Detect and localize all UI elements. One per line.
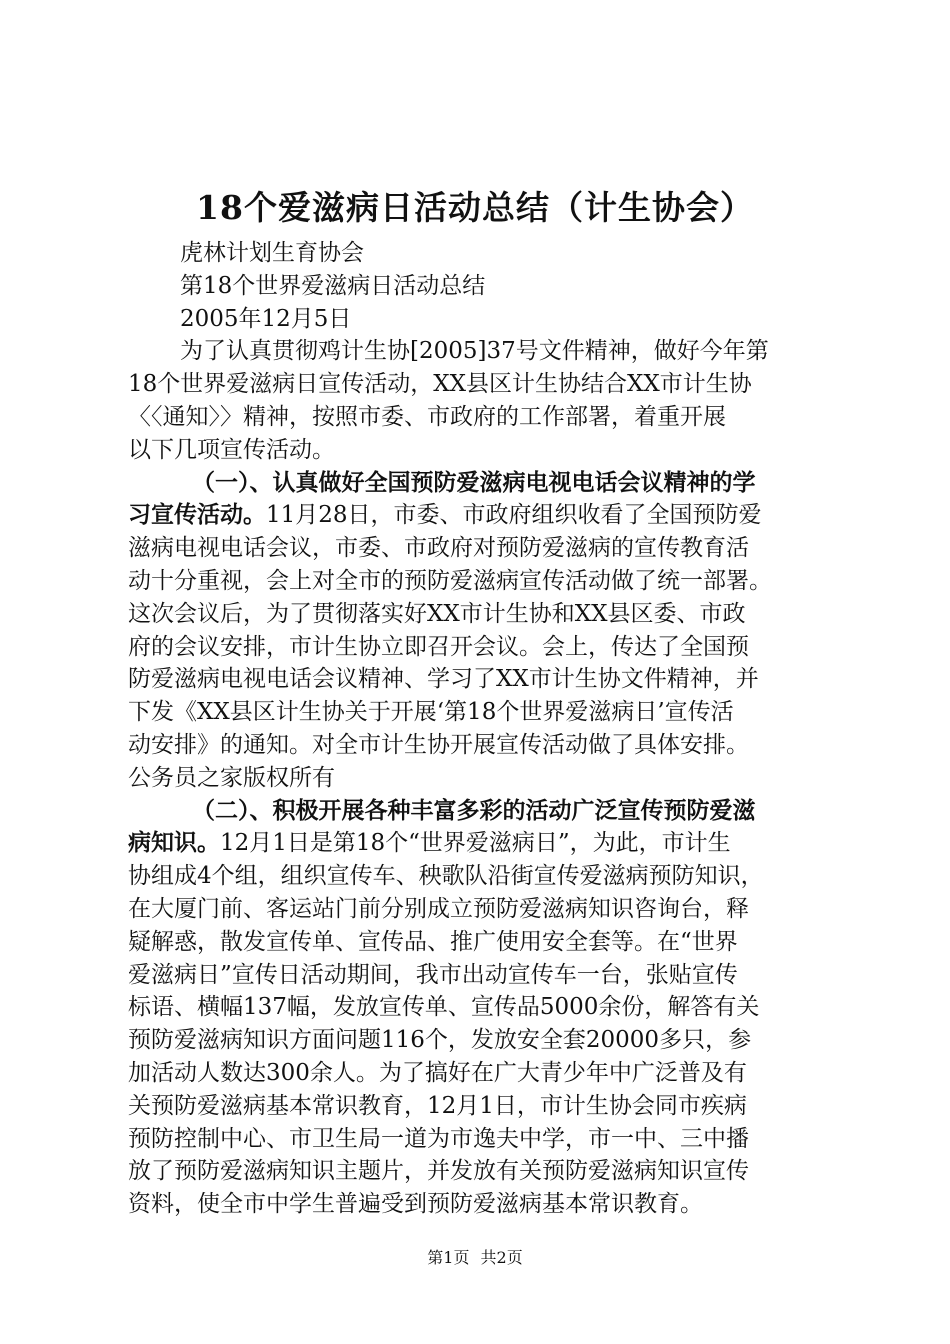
section-1-line: 防爱滋病电视电话会议精神、学习了XX市计生协文件精神，并 [128, 666, 759, 693]
intro-line: 18个世界爱滋病日宣传活动，XX县区计生协结合XX市计生协 [128, 371, 752, 398]
section-1-line: 下发《XX县区计生协关于开展‘第18个世界爱滋病日’宣传活 [128, 699, 734, 726]
section-2-line: 放了预防爱滋病知识主题片，并发放有关预防爱滋病知识宣传 [128, 1158, 749, 1185]
page-footer [0, 1246, 950, 1270]
section-1-text: 11月28日，市委、市政府组织收看了全国预防爱 [266, 502, 762, 529]
intro-line: 以下几项宣传活动。 [128, 436, 335, 463]
section-2-line: 爱滋病日”宣传日活动期间，我市出动宣传车一台，张贴宣传 [128, 961, 738, 988]
intro-line: 〈〈通知〉〉精神，按照市委、市政府的工作部署，着重开展 [128, 403, 726, 430]
section-1-line: 动安排》的通知。对全市计生协开展宣传活动做了具体安排。 [128, 731, 749, 758]
section-1-line: 动十分重视，会上对全市的预防爱滋病宣传活动做了统一部署。 [128, 567, 772, 594]
section-2-line: 疑解惑，散发宣传单、宣传品、推广使用安全套等。在“世界 [128, 928, 738, 955]
section-2-line: 在大厦门前、客运站门前分别成立预防爱滋病知识咨询台，释 [128, 895, 749, 922]
section-2-line: 关预防爱滋病基本常识教育，12月1日，市计生协会同市疾病 [128, 1092, 747, 1119]
page-number: 第1页 [427, 1248, 470, 1267]
section-2-line [128, 827, 833, 860]
section-1-line: 府的会议安排，市计生协立即召开会议。会上，传达了全国预 [128, 633, 749, 660]
document-body [128, 237, 833, 1221]
section-2-text: 12月1日是第18个“世界爱滋病日”，为此，市计生 [220, 830, 731, 857]
header-line-organization: 虎林计划生育协会 [180, 240, 364, 266]
section-2-line: 预防控制中心、市卫生局一道为市逸夫中学，市一中、三中播 [128, 1125, 749, 1152]
section-2-line: 资料，使全市中学生普遍受到预防爱滋病基本常识教育。 [128, 1191, 703, 1218]
section-2-line: 标语、横幅137幅，发放宣传单、宣传品5000余份，解答有关 [128, 994, 760, 1021]
section-2-line: 预防爱滋病知识方面问题116个，发放安全套20000多只，参 [128, 1027, 752, 1054]
document-title: 18个爱滋病日活动总结（计生协会） [196, 188, 754, 227]
page-total: 共2页 [480, 1248, 523, 1267]
section-2-line: 协组成4个组，组织宣传车、秧歌队沿街宣传爱滋病预防知识， [128, 863, 764, 890]
header-line-date: 2005年12月5日 [180, 305, 352, 332]
section-2-heading-end: 病知识。 [128, 830, 220, 857]
section-1-line [128, 499, 833, 532]
section-1-heading-end: 习宣传活动。 [128, 502, 266, 529]
intro-line: 为了认真贯彻鸡计生协[2005]37号文件精神，做好今年第 [180, 338, 769, 365]
section-1-line: 滋病电视电话会议，市委、市政府对预防爱滋病的宣传教育活 [128, 535, 749, 562]
section-2-heading: （二）、积极开展各种丰富多彩的活动广泛宣传预防爱滋 [192, 797, 756, 824]
header-line-subtitle: 第18个世界爱滋病日活动总结 [180, 272, 486, 299]
section-2-line: 加活动人数达300余人。为了搞好在广大青少年中广泛普及有 [128, 1059, 747, 1086]
copyright-line: 公务员之家版权所有 [128, 764, 335, 791]
section-1-heading: （一）、认真做好全国预防爱滋病电视电话会议精神的学 [192, 469, 756, 496]
section-1-line: 这次会议后，为了贯彻落实好XX市计生协和XX县区委、市政 [128, 600, 746, 627]
